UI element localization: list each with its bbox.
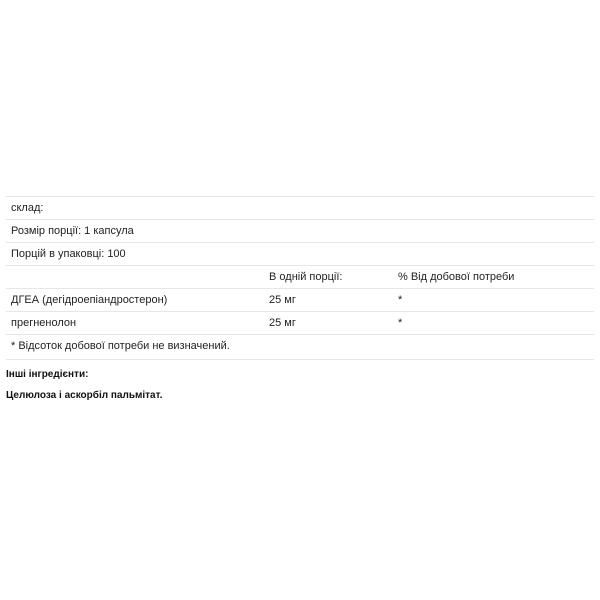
ingredient-amount: 25 мг — [269, 317, 296, 329]
serving-size-row — [6, 219, 594, 242]
other-ingredients-heading: Інші інгредієнти: — [6, 369, 89, 380]
composition-label: склад: — [11, 202, 44, 214]
table-row — [6, 311, 594, 334]
daily-value-footnote: * Відсоток добової потреби не визначений. — [11, 340, 230, 352]
ingredient-name: ДГЕА (дегідроепіандростерон) — [11, 294, 168, 306]
footnote-row — [6, 334, 594, 360]
servings-per-container-row — [6, 242, 594, 265]
composition-row — [6, 196, 594, 219]
supplement-facts-table — [6, 196, 594, 360]
per-serving-header: В одній порції: — [269, 271, 343, 283]
ingredient-amount: 25 мг — [269, 294, 296, 306]
servings-per-container-text: Порцій в упаковці: 100 — [11, 248, 126, 260]
ingredient-daily-value: * — [398, 294, 403, 306]
ingredient-name: прегненолон — [11, 317, 77, 329]
other-ingredients-text: Целюлоза і аскорбіл пальмітат. — [6, 390, 163, 401]
table-header-row — [6, 265, 594, 288]
daily-value-header: % Від добової потреби — [398, 271, 515, 283]
serving-size-text: Розмір порції: 1 капсула — [11, 225, 134, 237]
table-row — [6, 288, 594, 311]
ingredient-daily-value: * — [398, 317, 403, 329]
